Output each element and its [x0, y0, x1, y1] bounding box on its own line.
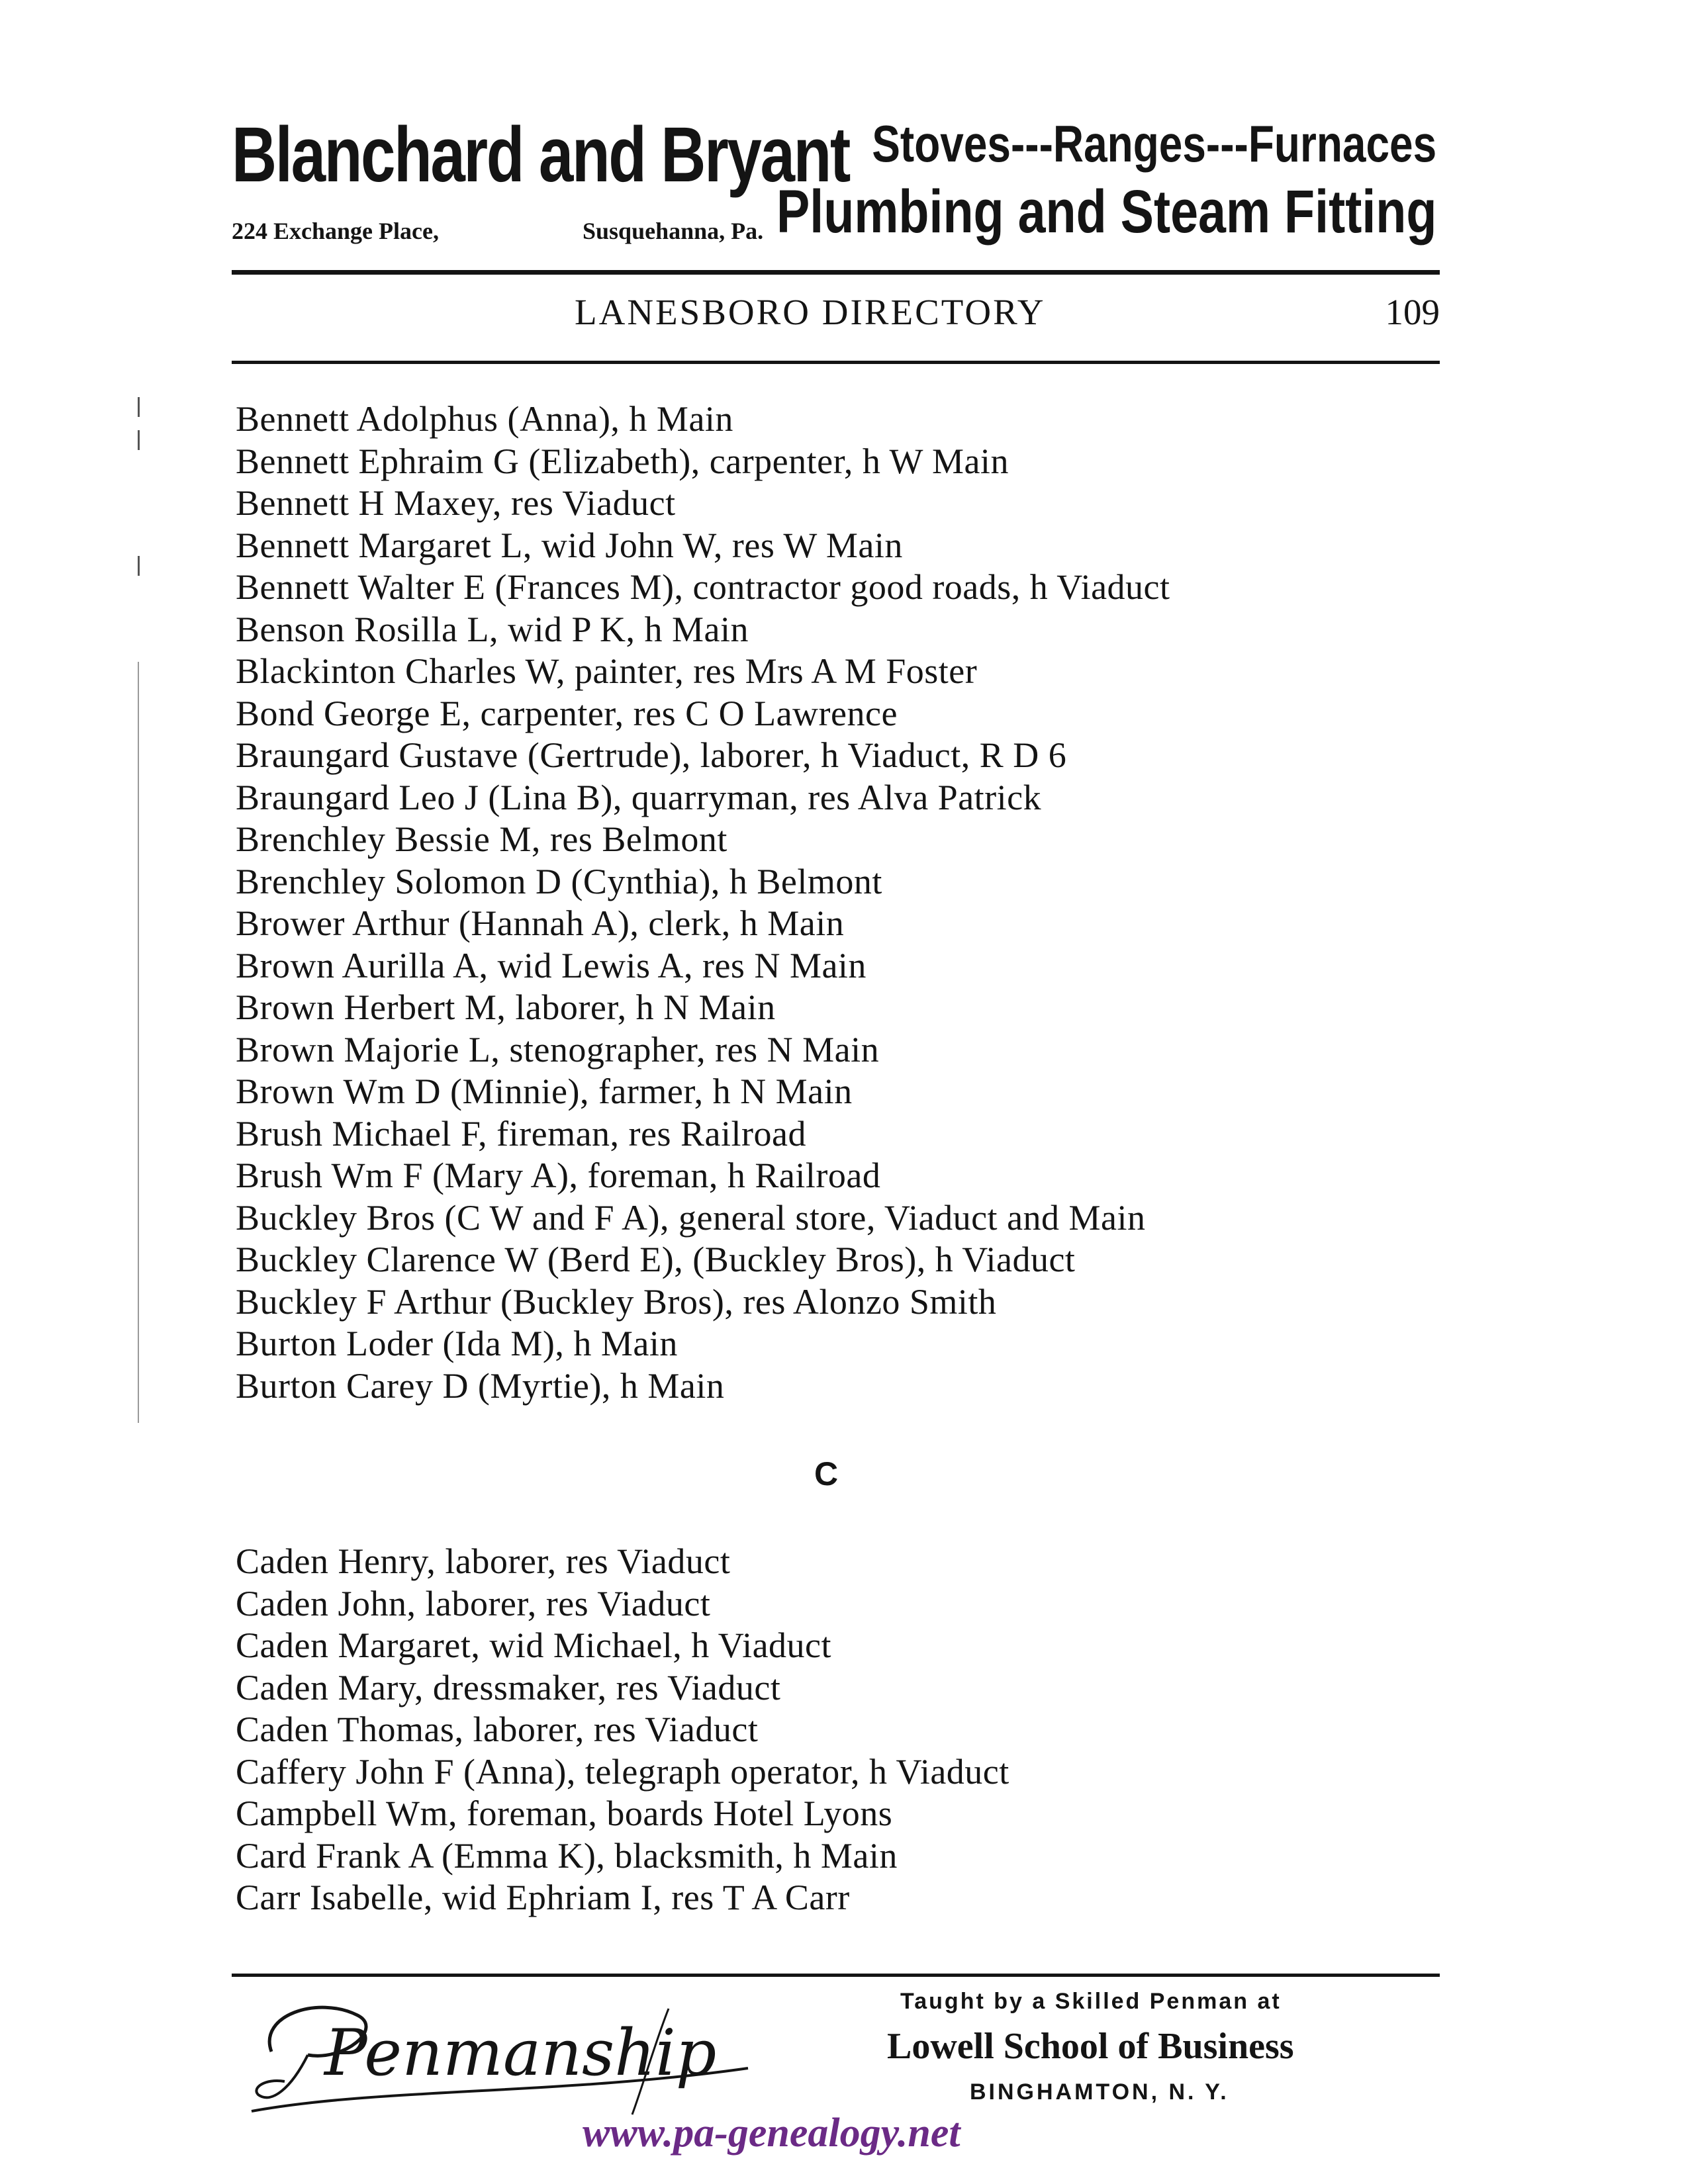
directory-entry: Brenchley Bessie M, res Belmont [236, 819, 727, 859]
margin-mark [138, 430, 140, 450]
section-heading-c: C [814, 1455, 839, 1492]
directory-entry: Benson Rosilla L, wid P K, h Main [236, 609, 749, 649]
directory-entry: Brower Arthur (Hannah A), clerk, h Main [236, 903, 845, 943]
directory-entries-c [236, 1541, 1447, 1919]
directory-entry: Bennett Ephraim G (Elizabeth), carpenter, h W Main [236, 441, 1009, 481]
header-rule [232, 270, 1440, 275]
penmanship-logo [245, 1989, 761, 2121]
directory-entry: Braungard Leo J (Lina B), quarryman, res Alva Patrick [236, 777, 1042, 817]
ad-products-line: Stoves---Ranges---Furnaces [872, 114, 1436, 173]
ad-services-line: Plumbing and Steam Fitting [776, 178, 1436, 246]
directory-entry: Brown Herbert M, laborer, h N Main [236, 987, 776, 1027]
directory-entry: Buckley Bros (C W and F A), general store, Viaduct and Main [236, 1197, 1146, 1238]
directory-entry: Caden John, laborer, res Viaduct [236, 1583, 711, 1623]
directory-entry: Buckley F Arthur (Buckley Bros), res Alonzo Smith [236, 1281, 997, 1322]
running-head-title: LANESBORO DIRECTORY [575, 292, 1046, 332]
directory-entry: Brenchley Solomon D (Cynthia), h Belmont [236, 861, 882, 901]
directory-entry: Caffery John F (Anna), telegraph operator, h Viaduct [236, 1751, 1009, 1792]
directory-entry: Braungard Gustave (Gertrude), laborer, h Viaduct, R D 6 [236, 735, 1067, 775]
directory-entry: Caden Thomas, laborer, res Viaduct [236, 1709, 759, 1749]
directory-entry: Bennett Adolphus (Anna), h Main [236, 399, 733, 439]
margin-mark [138, 397, 140, 417]
directory-entry: Blackinton Charles W, painter, res Mrs A M Foster [236, 651, 978, 691]
directory-entry: Carr Isabelle, wid Ephriam I, res T A Carr [236, 1878, 850, 1917]
header-advertisement [232, 113, 1436, 265]
footer-school-name: Lowell School of Business [887, 2026, 1294, 2067]
directory-entry: Caden Henry, laborer, res Viaduct [236, 1541, 731, 1581]
directory-entry: Brown Aurilla A, wid Lewis A, res N Main [236, 945, 867, 985]
directory-entries-b [236, 398, 1447, 1407]
directory-entry: Burton Carey D (Myrtie), h Main [236, 1365, 725, 1406]
directory-entry: Bond George E, carpenter, res C O Lawrence [236, 693, 898, 733]
footer-tagline: Taught by a Skilled Penman at [900, 1989, 1282, 2014]
watermark-link[interactable]: www.pa-genealogy.net [583, 2111, 961, 2156]
directory-entry: Burton Loder (Ida M), h Main [236, 1324, 678, 1363]
firm-town: Susquehanna, Pa. [583, 218, 764, 244]
penmanship-logo-text: Penmanship [324, 2016, 717, 2090]
directory-entry: Bennett Margaret L, wid John W, res W Main [236, 525, 903, 565]
directory-entry: Brush Michael F, fireman, res Railroad [236, 1113, 806, 1154]
directory-entry: Card Frank A (Emma K), blacksmith, h Main [236, 1835, 898, 1876]
margin-mark [138, 556, 140, 576]
directory-entry: Bennett H Maxey, res Viaduct [236, 483, 676, 523]
directory-entry: Bennett Walter E (Frances M), contractor good roads, h Viaduct [236, 567, 1170, 607]
directory-entry: Campbell Wm, foreman, boards Hotel Lyons [236, 1794, 893, 1833]
footer-rule [232, 1974, 1440, 1977]
directory-entry: Brush Wm F (Mary A), foreman, h Railroad [236, 1156, 881, 1195]
directory-entry: Brown Wm D (Minnie), farmer, h N Main [236, 1071, 853, 1111]
directory-entry: Buckley Clarence W (Berd E), (Buckley Bros), h Viaduct [236, 1240, 1076, 1279]
directory-entry: Brown Majorie L, stenographer, res N Main [236, 1029, 880, 1069]
margin-mark [138, 662, 139, 1423]
firm-address: 224 Exchange Place, [232, 218, 439, 244]
directory-entry: Caden Margaret, wid Michael, h Viaduct [236, 1625, 832, 1665]
running-head-rule [232, 361, 1440, 364]
footer-city: BINGHAMTON, N. Y. [970, 2079, 1229, 2105]
directory-entry: Caden Mary, dressmaker, res Viaduct [236, 1667, 781, 1707]
firm-name: Blanchard and Bryant [232, 111, 849, 199]
page-number: 109 [1385, 292, 1440, 332]
